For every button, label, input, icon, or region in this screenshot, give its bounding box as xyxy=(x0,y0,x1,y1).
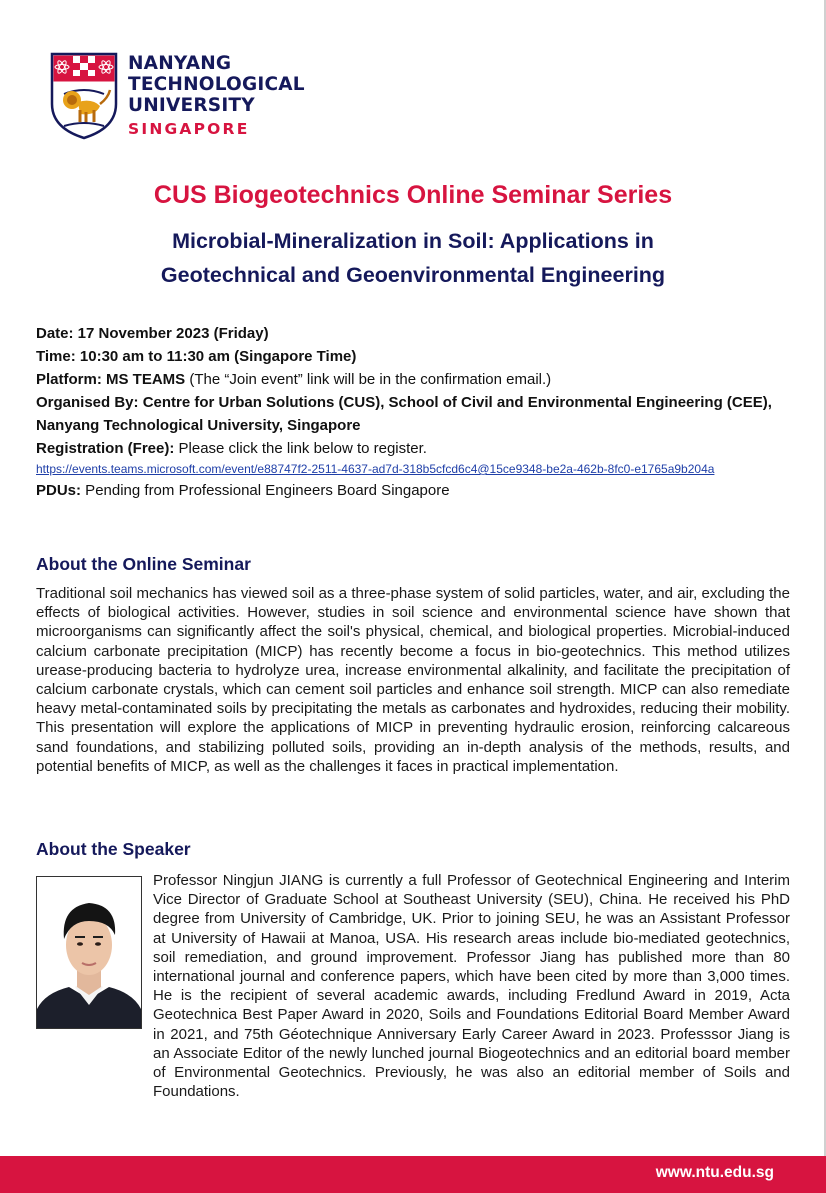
series-title: CUS Biogeotechnics Online Seminar Series xyxy=(153,181,673,209)
seminar-heading: About the Online Seminar xyxy=(36,554,251,574)
footer-bar xyxy=(0,1156,826,1193)
seminar-abstract: Traditional soil mechanics has viewed soil as a three-phase system of solid particles, water, and air, excluding the effects of biological activities. However, studies in soil science and environmental science have shown that microorganisms can significantly affect the soil's physical, chemical, and biological properties. Microbial-induced calcium carbonate precipitation (MICP) has recently become a focus in bio-geotechnics. This method utilizes urease-producing bacteria to hydrolyze urea, increase environmental alkalinity, and facilitate the precipitation of calcium carbonate crystals, which can cement soil particles and enhance soil strength. MICP can also remediate heavy metal-contaminated soils by precipitating the metals as carbonates and hydroxides, reducing their mobility. This presentation will explore the applications of MICP in preventing hydraulic erosion, reinforcing calcareous sand foundations, and stabilizing polluted soils, providing an in-depth analysis of the methods, results, and potential benefits of MICP, as well as the challenges it faces in practical implementation. xyxy=(36,585,790,775)
speaker-bio: Professor Ningjun JIANG is currently a full Professor of Geotechnical Engineering and Interim Vice Director of Graduate School at Southeast University (SEU), China. He received his PhD degree from University of Cambridge, UK. Prior to joining SEU, he was an Assistant Professor at University of Hawaii at Manoa, USA. His research areas include bio-mediated geotechnics, soil remediation, and ground improvement. Professor Jiang has published more than 80 international journal and conference papers, which have been cited by more than 3,000 times. He is the recipient of several academic awards, including Fredlund Award in 2019, Acta Geotechnica Best Paper Award in 2020, Soils and Foundations Editorial Board Member Award in 2021, and 75th Géotechnique Anniversary Early Career Award in 2023. Professsor Jiang is an Associate Editor of the newly lunched journal Biogeotechnics and an editorial board member of Environmental Geotechnics. Previously, he was also an editorial member of Soils and Foundations. xyxy=(153,872,790,1101)
event-pdus: PDUs: Pending from Professional Engineers Board Singapore xyxy=(36,482,450,499)
speaker-heading: About the Speaker xyxy=(36,839,191,859)
event-organiser: Organised By: Centre for Urban Solutions (CUS), School of Civil and Environmental Engineering (CEE), Nanyang Technological University, Singapore xyxy=(36,394,772,434)
talk-title-line-1: Microbial-Mineralization in Soil: Applications in xyxy=(172,229,654,253)
talk-title-line-2: Geotechnical and Geoenvironmental Engineering xyxy=(160,263,666,287)
ntu-crest-icon xyxy=(50,52,118,140)
event-platform: Platform: MS TEAMS (The “Join event” link will be in the confirmation email.) xyxy=(36,371,552,388)
footer-website-link[interactable]: www.ntu.edu.sg xyxy=(655,1164,774,1181)
logo-line-singapore: SINGAPORE xyxy=(128,120,250,138)
logo-line-university: UNIVERSITY xyxy=(128,95,255,116)
event-registration: Registration (Free): Please click the link below to register. xyxy=(36,440,427,457)
event-details xyxy=(36,322,806,502)
logo-line-technological: TECHNOLOGICAL xyxy=(128,74,305,95)
registration-link[interactable]: https://events.teams.microsoft.com/event/e88747f2-2511-4637-ad7d-318b5cfcd6c4@15ce9348-be2a-462b-8fc0-e1765a9b204a xyxy=(36,462,715,476)
event-date: Date: 17 November 2023 (Friday) xyxy=(36,325,269,342)
speaker-photo xyxy=(36,876,142,1029)
event-time: Time: 10:30 am to 11:30 am (Singapore Time) xyxy=(36,348,357,365)
ntu-logo xyxy=(50,50,305,142)
ntu-wordmark xyxy=(128,53,305,140)
speaker-portrait-image xyxy=(37,877,141,1028)
logo-line-nanyang: NANYANG xyxy=(128,53,232,74)
talk-title xyxy=(0,224,826,292)
